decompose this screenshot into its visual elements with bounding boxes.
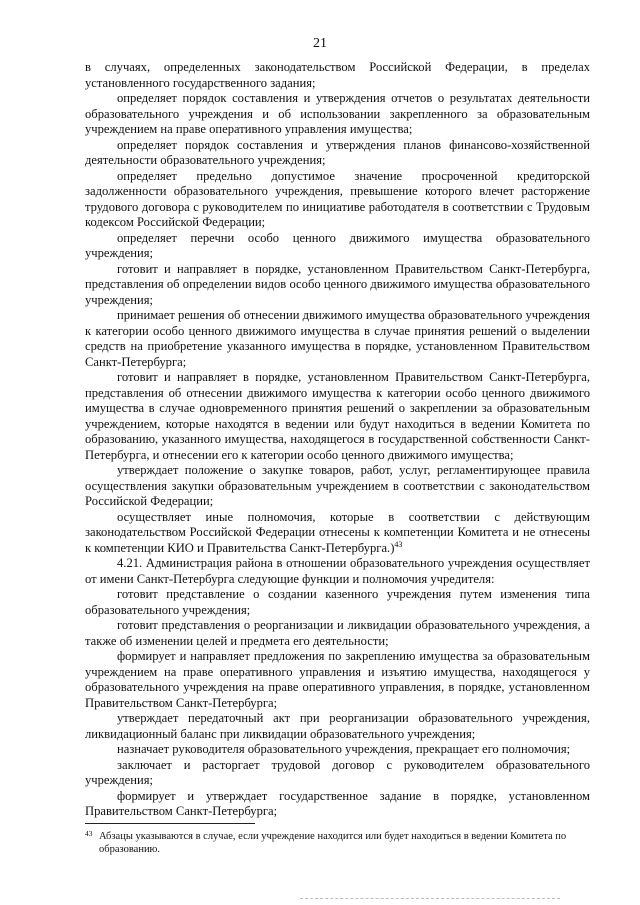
paragraph: определяет порядок составления и утверждения планов финансово-хозяйственной деятельности образовательного учреждения; xyxy=(85,137,590,167)
paragraph: готовит и направляет в порядке, установленном Правительством Санкт-Петербурга, представления об отнесении движимого имущества к категории особо ценного движимого имущества в случае одновременного принятия решений о закреплении за образовательным учреждением, которые находятся в ведении или будут находиться в ведении Комитета по образованию, указанного имущества, находящегося в государственной собственности Санкт-Петербурга, и отнесении его к категории особо ценного движимого имущества; xyxy=(85,370,590,462)
footnote-text: Абзацы указываются в случае, если учреждение находится или будет находиться в ведении Комитета по образованию. xyxy=(99,831,567,855)
paragraph: определяет предельно допустимое значение просроченной кредиторской задолженности образовательного учреждения, превышение которого влечет расторжение трудового договора с руководителем по инициативе работодателя в соответствии с Трудовым кодексом Российской Федерации; xyxy=(85,168,590,229)
paragraph: определяет порядок составления и утверждения отчетов о результатах деятельности образовательного учреждения и об использовании закрепленного за образовательным учреждением на праве оперативного управления имущества; xyxy=(85,91,590,136)
paragraph: заключает и расторгает трудовой договор с руководителем образовательного учреждения; xyxy=(85,757,590,787)
paragraph: утверждает передаточный акт при реорганизации образовательного учреждения, ликвидационный баланс при ликвидации образовательного учреждения; xyxy=(85,711,590,741)
footnote-reference: 43 xyxy=(394,539,403,549)
scan-artifact-line xyxy=(300,898,560,899)
footnote xyxy=(85,830,590,856)
paragraph: готовит и направляет в порядке, установленном Правительством Санкт-Петербурга, представления об определении видов особо ценного движимого имущества образовательного учреждения; xyxy=(85,261,590,307)
paragraph: готовит представления о реорганизации и ликвидации образовательного учреждения, а также об изменении целей и предмета его деятельности; xyxy=(85,618,590,648)
paragraph-with-footnote-ref xyxy=(85,510,590,557)
paragraph: определяет перечни особо ценного движимого имущества образовательного учреждения; xyxy=(85,230,590,260)
paragraph: готовит представление о создании казенного учреждения путем изменения типа образовательного учреждения; xyxy=(85,587,590,617)
body-text xyxy=(85,60,590,820)
section-4-21-paragraph: 4.21. Администрация района в отношении образовательного учреждения осуществляет от имени Санкт-Петербурга следующие функции и полномочия учредителя: xyxy=(85,556,590,586)
footnote-divider xyxy=(85,823,255,824)
paragraph-text: осуществляет иные полномочия, которые в соответствии с действующим законодательством Российской Федерации отнесены к компетенции Комитета и не отнесены к компетенции КИО и Правительства Санкт-Петербурга.) xyxy=(85,509,590,555)
page-number: 21 xyxy=(313,36,327,51)
footnote-mark: 43 xyxy=(85,829,93,838)
paragraph: в случаях, определенных законодательством Российской Федерации, в пределах установленного государственного задания; xyxy=(85,60,590,90)
paragraph: назначает руководителя образовательного учреждения, прекращает его полномочия; xyxy=(117,742,571,756)
paragraph: утверждает положение о закупке товаров, работ, услуг, регламентирующее правила осуществления закупки образовательным учреждением в соответствии с законодательством Российской Федерации; xyxy=(85,463,590,508)
paragraph: принимает решения об отнесении движимого имущества образовательного учреждения к категории особо ценного движимого имущества в случае принятия решений о выделении средств на приобретение указанного имущества в порядке, установленном Правительством Санкт-Петербурга; xyxy=(85,308,590,369)
paragraph: формирует и направляет предложения по закреплению имущества за образовательным учреждением на праве оперативного управления и изъятию имущества, находящегося у образовательного учреждения на праве оперативного управления, в порядке, установленном Правительством Санкт-Петербурга; xyxy=(85,649,590,710)
paragraph: формирует и утверждает государственное задание в порядке, установленном Правительством Санкт-Петербурга; xyxy=(85,788,590,818)
